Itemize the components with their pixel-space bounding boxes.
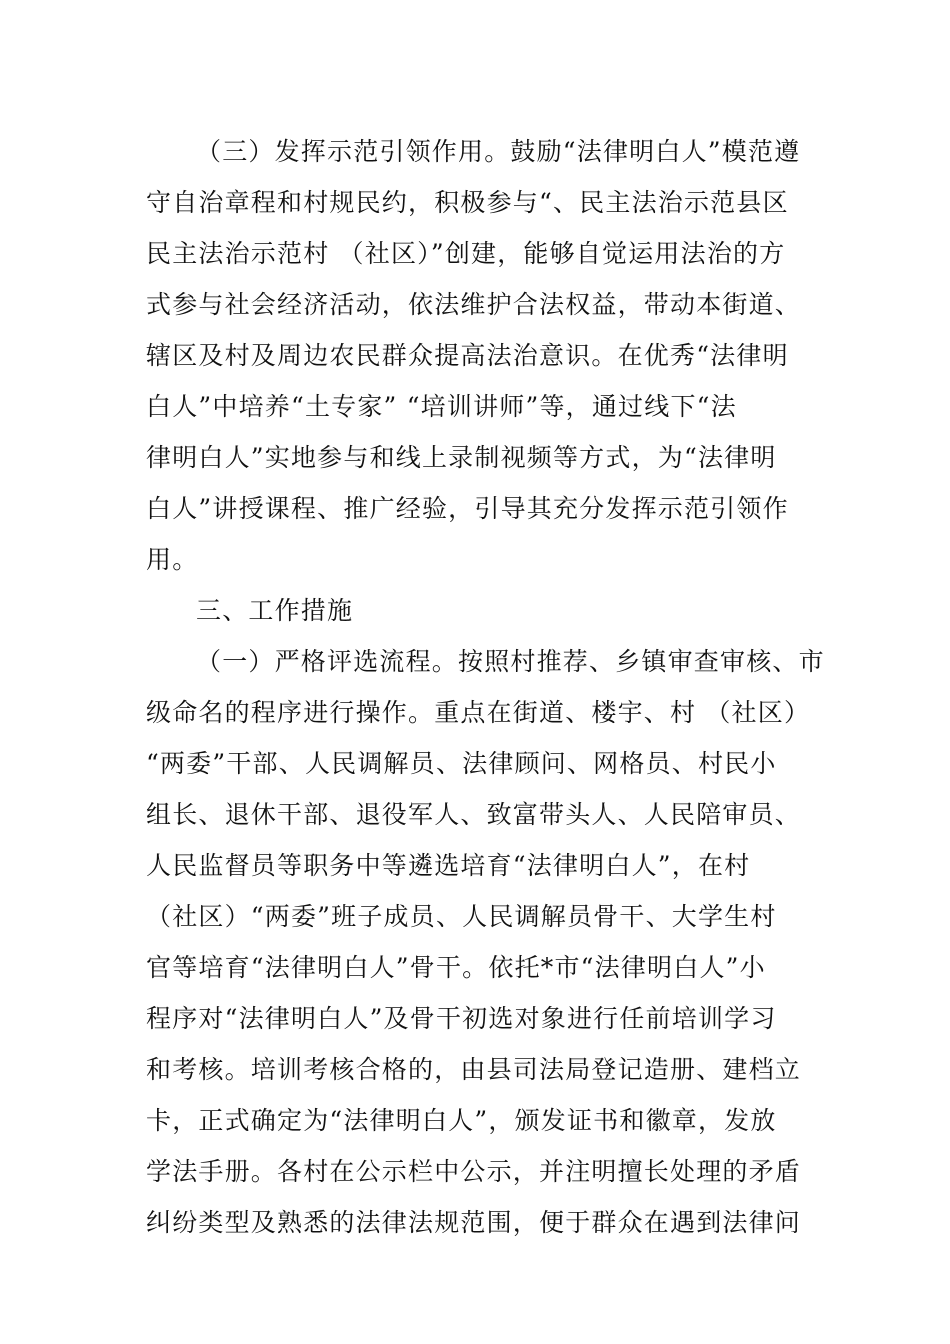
paragraph-3-line-8: 白人”讲授课程、推广经验，引导其充分发挥示范引领作 bbox=[146, 494, 789, 523]
paragraph-3-line-2: 守自治章程和村规民约，积极参与“、民主法治示范县区 bbox=[146, 188, 789, 217]
paragraph-1-line-9: 和考核。培训考核合格的，由县司法局登记造册、建档立 bbox=[146, 1055, 802, 1084]
paragraph-3-line-4: 式参与社会经济活动，依法维护合法权益，带动本街道、 bbox=[146, 290, 802, 319]
paragraph-1-line-11: 学法手册。各村在公示栏中公示，并注明擅长处理的矛盾 bbox=[146, 1157, 802, 1186]
paragraph-1-line-4: 组长、退休干部、退役军人、致富带头人、人民陪审员、 bbox=[146, 800, 802, 829]
paragraph-1-line-6: （社区）“两委”班子成员、人民调解员骨干、大学生村 bbox=[146, 902, 777, 931]
paragraph-1-line-2: 级命名的程序进行操作。重点在街道、楼宇、村 （社区） bbox=[146, 698, 811, 727]
paragraph-1-line-5: 人民监督员等职务中等遴选培育“法律明白人”，在村 bbox=[146, 851, 751, 880]
paragraph-1-line-8: 程序对“法律明白人”及骨干初选对象进行任前培训学习 bbox=[146, 1004, 777, 1033]
paragraph-3-line-3: 民主法治示范村 （社区）”创建，能够自觉运用法治的方 bbox=[146, 239, 786, 268]
paragraph-1-line-12: 纠纷类型及熟悉的法律法规范围，便于群众在遇到法律问 bbox=[146, 1208, 802, 1237]
paragraph-3-line-5: 辖区及村及周边农民群众提高法治意识。在优秀“法律明 bbox=[146, 341, 789, 370]
paragraph-1-line-1: （一）严格评选流程。按照村推荐、乡镇审查审核、市 bbox=[196, 647, 825, 676]
paragraph-3-line-7: 律明白人”实地参与和线上录制视频等方式，为“法律明 bbox=[146, 443, 777, 472]
paragraph-3-line-1: （三）发挥示范引领作用。鼓励“法律明白人”模范遵 bbox=[196, 137, 801, 166]
paragraph-3-line-9: 用。 bbox=[146, 545, 199, 574]
paragraph-1-line-3: “两委”干部、人民调解员、法律顾问、网格员、村民小 bbox=[146, 749, 777, 778]
section-heading-work-measures: 三、工作措施 bbox=[196, 596, 354, 625]
paragraph-1-line-7: 官等培育“法律明白人”骨干。依托*市“法律明白人”小 bbox=[146, 953, 766, 982]
paragraph-1-line-10: 卡，正式确定为“法律明白人”，颁发证书和徽章，发放 bbox=[146, 1106, 777, 1135]
paragraph-3-line-6: 白人”中培养“土专家” “培训讲师”等，通过线下“法 bbox=[146, 392, 737, 421]
